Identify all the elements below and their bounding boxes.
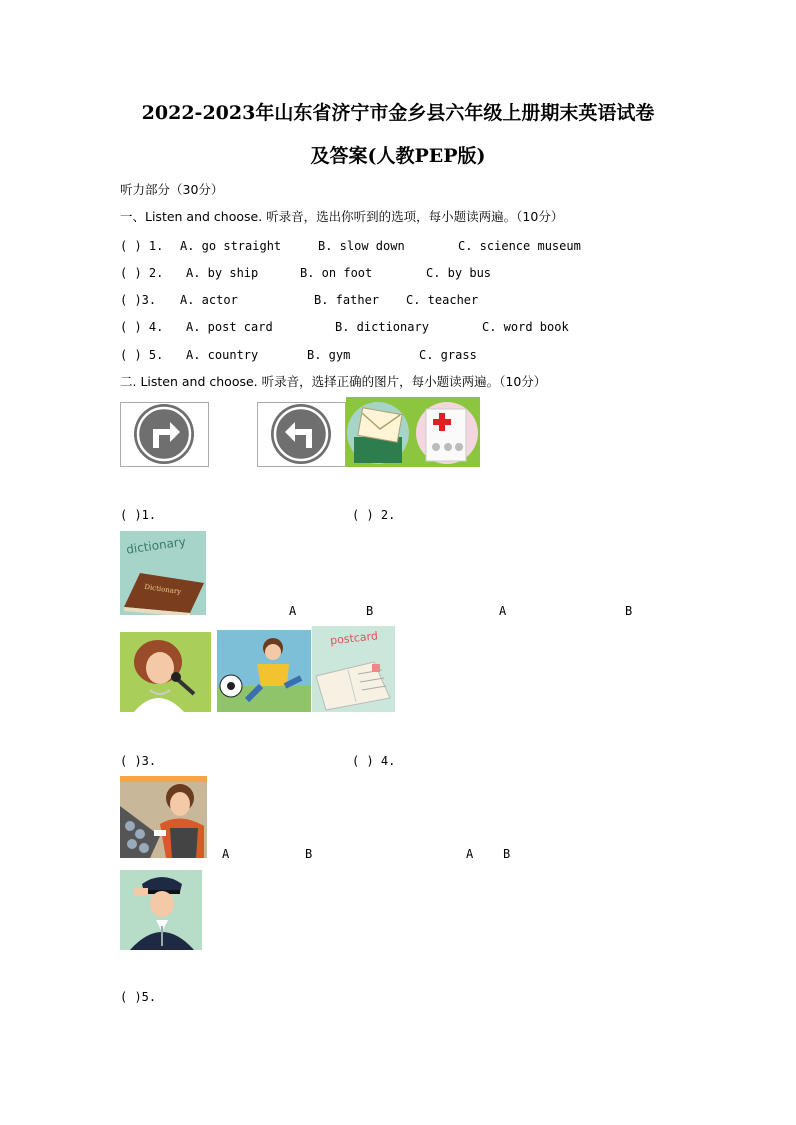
- section2-heading: 二. Listen and choose. 听录音，选择正确的图片，每小题读两遍。（10分）: [120, 374, 547, 389]
- s2-q5-label: ( )5.: [120, 990, 157, 1004]
- dictionary-word-text: dictionary: [125, 534, 187, 557]
- q3-option-b: B. father: [314, 293, 380, 307]
- q2-prefix: ( ) 2.: [120, 266, 164, 280]
- q1-option-b: B. slow down: [318, 239, 405, 253]
- q4-prefix: ( ) 4.: [120, 320, 164, 334]
- postcard-word-text: postcard: [329, 629, 379, 648]
- police-officer-image: [120, 870, 202, 950]
- boy-football-image: [217, 630, 311, 712]
- q4-option-b: B. dictionary: [335, 320, 429, 334]
- listening-header: 听力部分（30分）: [120, 182, 224, 197]
- s2-q1-option-a: A: [289, 604, 297, 618]
- s2-q3-option-b: B: [305, 847, 313, 861]
- q3-prefix: ( )3.: [120, 293, 157, 307]
- document-title-line2: 及答案(人教PEP版): [310, 145, 486, 167]
- q4-option-c: C. word book: [482, 320, 569, 334]
- s2-q4-option-a: A: [466, 847, 474, 861]
- s2-q3-label: ( )3.: [120, 754, 157, 768]
- q1-option-a: A. go straight: [180, 239, 282, 253]
- turn-left-sign-image: [257, 402, 346, 467]
- q1-option-c: C. science museum: [458, 239, 581, 253]
- q4-option-a: A. post card: [186, 320, 273, 334]
- s2-q1-label: ( )1.: [120, 508, 157, 522]
- q2-option-b: B. on foot: [300, 266, 373, 280]
- dictionary-image: [120, 531, 206, 615]
- s2-q3-option-a: A: [222, 847, 230, 861]
- s2-q2-option-a: A: [499, 604, 507, 618]
- s2-q2-option-b: B: [625, 604, 633, 618]
- singer-actor-image: [120, 632, 211, 712]
- document-title-line1: 2022-2023年山东省济宁市金乡县六年级上册期末英语试卷: [141, 102, 655, 124]
- s2-q4-option-b: B: [503, 847, 511, 861]
- section1-heading: 一、Listen and choose. 听录音，选出你听到的选项，每小题读两遍。（10分）: [120, 209, 564, 224]
- q2-option-a: A. by ship: [186, 266, 259, 280]
- q3-option-a: A. actor: [180, 293, 238, 307]
- q5-option-a: A. country: [186, 348, 259, 362]
- dictionary-cover-text: Dictionary: [143, 582, 182, 596]
- q2-option-c: C. by bus: [426, 266, 492, 280]
- q1-prefix: ( ) 1.: [120, 239, 164, 253]
- q3-option-c: C. teacher: [406, 293, 479, 307]
- postcard-image: [312, 626, 395, 712]
- s2-q1-option-b: B: [366, 604, 374, 618]
- factory-worker-image: [120, 776, 207, 858]
- q5-prefix: ( ) 5.: [120, 348, 164, 362]
- turn-right-sign-image: [120, 402, 209, 467]
- post-office-hospital-image: [346, 397, 480, 467]
- q5-option-b: B. gym: [307, 348, 351, 362]
- s2-q4-label: ( ) 4.: [352, 754, 396, 768]
- s2-q2-label: ( ) 2.: [352, 508, 396, 522]
- q5-option-c: C. grass: [419, 348, 477, 362]
